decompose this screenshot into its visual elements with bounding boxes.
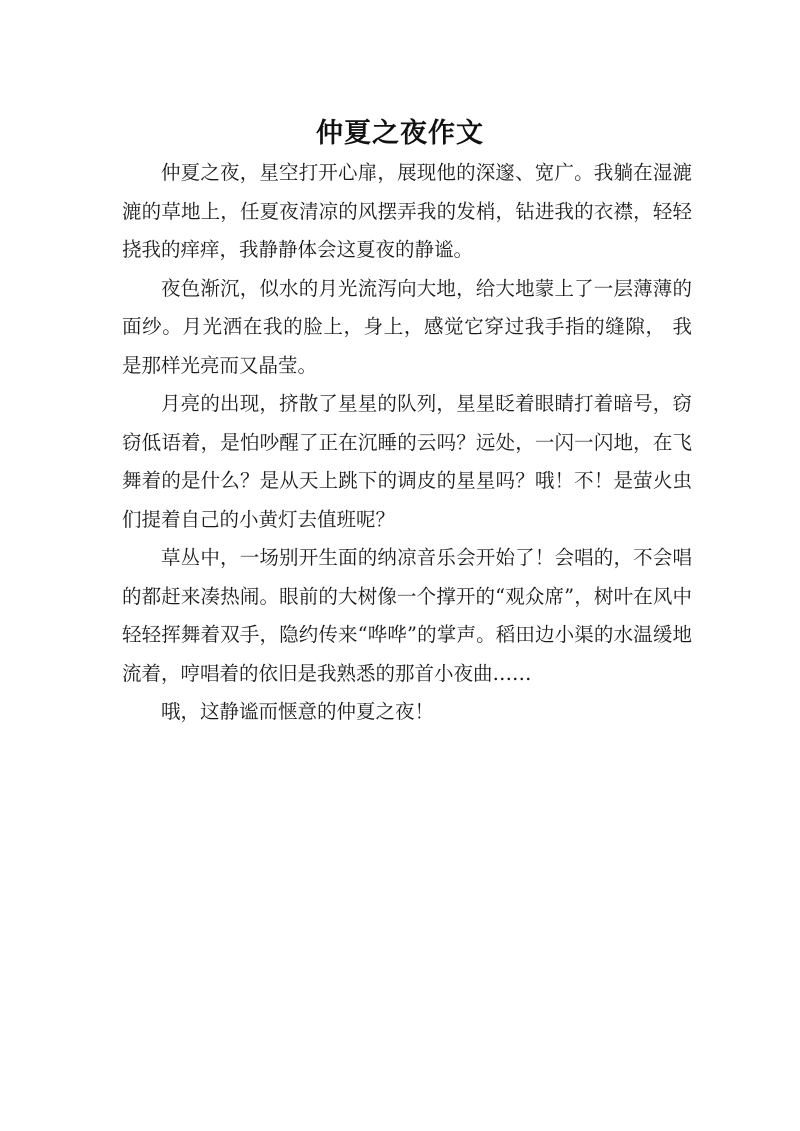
paragraph-2: 夜色渐沉，似水的月光流泻向大地，给大地蒙上了一层薄薄的面纱。月光洒在我的脸上，身上，感觉它穿过我手指的缝隙， 我是那样光亮而又晶莹。 xyxy=(122,276,692,377)
paragraph-3: 月亮的出现，挤散了星星的队列，星星眨着眼睛打着暗号，窃窃低语着，是怕吵醒了正在沉睡的云吗？远处，一闪一闪地，在飞舞着的是什么？是从天上跳下的调皮的星星吗？哦！不！是萤火虫们提着自己的小黄灯去值班呢？ xyxy=(122,392,692,531)
document-body xyxy=(122,154,692,732)
document-title: 仲夏之夜作文 xyxy=(316,118,484,150)
paragraph-5: 哦，这静谧而惬意的仲夏之夜！ xyxy=(161,700,435,723)
paragraph-4: 草丛中，一场别开生面的纳凉音乐会开始了！会唱的，不会唱的都赶来凑热闹。眼前的大树像一个撑开的“观众席”，树叶在风中轻轻挥舞着双手，隐约传来“哗哗”的掌声。稻田边小渠的水温缓地流着，哼唱着的依旧是我熟悉的那首小夜曲…… xyxy=(122,546,692,685)
paragraph-1: 仲夏之夜，星空打开心扉，展现他的深邃、宽广。我躺在湿漉漉的草地上，任夏夜清凉的风摆弄我的发梢，钻进我的衣襟，轻轻挠我的痒痒，我静静体会这夏夜的静谧。 xyxy=(122,161,692,261)
